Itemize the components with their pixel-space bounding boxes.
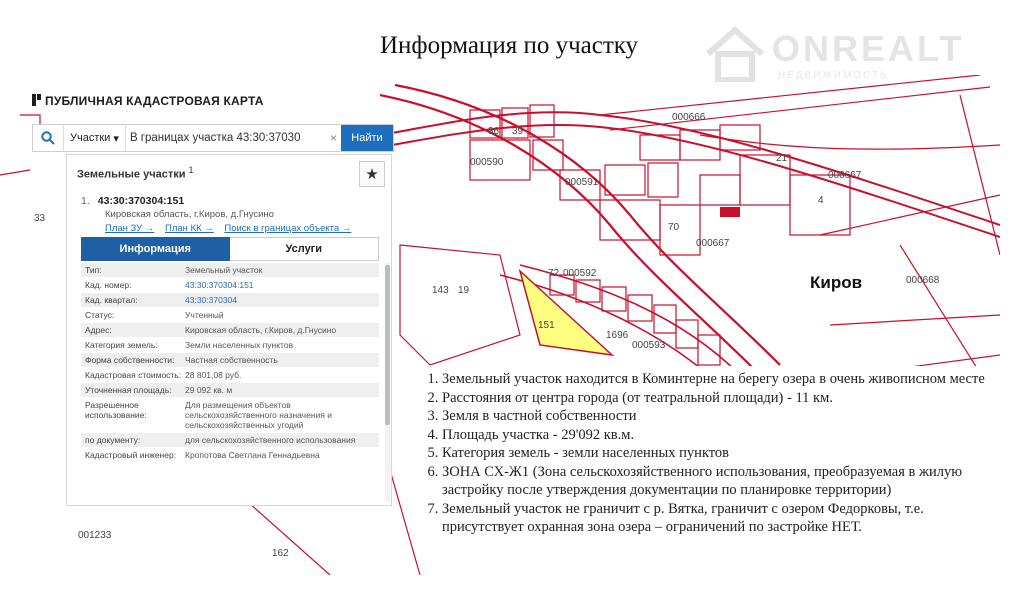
city-label: Киров (810, 273, 863, 292)
map-label: 36 (488, 126, 500, 137)
field-key: Категория земель: (85, 340, 158, 350)
field-value: Кировская область, г.Киров, д.Гнусино (185, 325, 337, 335)
map-label: 72 (548, 268, 560, 279)
table-row (81, 448, 379, 463)
map-label: 000592 (563, 268, 597, 279)
house-logo-icon (704, 26, 766, 82)
facts-list (416, 366, 1006, 537)
map-label: 000667 (696, 238, 730, 249)
field-key: Кад. номер: (85, 280, 132, 290)
field-key: Разрешенное использование: (85, 400, 147, 420)
search-bar (32, 124, 394, 152)
field-key: Кад. квартал: (85, 295, 138, 305)
field-key: Адрес: (85, 325, 112, 335)
map-label: 33 (34, 213, 46, 224)
table-row (81, 263, 379, 278)
field-value: Для размещения объектов сельскохозяйственного назначения и сельскохозяйственных угодий (185, 400, 332, 430)
field-value-link[interactable]: 43:30:370304:151 (185, 280, 254, 290)
search-in-bounds-link[interactable]: Поиск в границах объекта → (224, 223, 352, 234)
list-item: 1. Земельный участок находится в Коминтерне на берегу озера в очень живописном месте (442, 370, 1006, 389)
map-label: 143 (432, 285, 449, 296)
map-label: 70 (668, 222, 680, 233)
field-key: Статус: (85, 310, 115, 320)
table-row (81, 323, 379, 338)
star-icon: ★ (365, 166, 379, 183)
tab-information[interactable]: Информация (81, 237, 230, 261)
panel-tabs (81, 237, 379, 261)
result-address: Кировская область, г.Киров, д.Гнусино (105, 209, 274, 220)
panel-header-label: Земельные участки (77, 168, 186, 181)
field-value: Земельный участок (185, 265, 263, 275)
map-label: 21 (776, 153, 788, 164)
map-label: 162 (272, 548, 289, 559)
list-item: 4. Площадь участка - 29'092 кв.м. (442, 426, 1006, 445)
slide-title: Информация по участку (379, 32, 639, 59)
table-row (81, 383, 379, 398)
field-value: Кропотова Светлана Геннадьевна (185, 450, 320, 460)
pkk-logo (32, 94, 264, 108)
search-category-label: Участки (70, 132, 111, 144)
field-value: Учтенный (185, 310, 224, 320)
pkk-logo-icon (32, 94, 41, 106)
map-label: 001233 (78, 530, 112, 541)
favorite-star-button[interactable] (359, 161, 385, 187)
field-key: Кадастровый инженер: (85, 450, 177, 460)
scrollbar-thumb[interactable] (385, 265, 390, 425)
table-row (81, 398, 379, 433)
field-key: Форма собственности: (85, 355, 175, 365)
map-label: 000591 (565, 177, 599, 188)
field-value: для сельскохозяйственного использования (185, 435, 356, 445)
field-value: 28 801,08 руб. (185, 370, 242, 380)
field-key: по документу: (85, 435, 141, 445)
field-key: Кадастровая стоимость: (85, 370, 182, 380)
table-row (81, 278, 379, 293)
clear-search-button[interactable]: × (329, 131, 337, 145)
map-label: 000666 (672, 112, 706, 123)
tab-services[interactable]: Услуги (230, 237, 380, 261)
field-value: 29 092 кв. м (185, 385, 233, 395)
table-row (81, 433, 379, 448)
pkk-logo-text: ПУБЛИЧНАЯ КАДАСТРОВАЯ КАРТА (45, 94, 264, 108)
map-label: 000593 (632, 340, 666, 351)
list-item: 3. Земля в частной собственности (442, 407, 1006, 426)
info-table (81, 263, 379, 463)
search-category-dropdown[interactable] (64, 125, 126, 151)
parcel-label: 151 (538, 320, 555, 331)
result-count: 1 (188, 165, 194, 175)
plan-kk-link[interactable]: План КК → (165, 223, 214, 234)
list-item: 2. Расстояния от центра города (от театральной площади) - 11 км. (442, 389, 1006, 408)
find-button[interactable]: Найти (341, 125, 393, 151)
map-label: 000590 (470, 157, 504, 168)
field-value: Частная собственность (185, 355, 278, 365)
table-row (81, 308, 379, 323)
panel-header (77, 165, 194, 181)
result-index: 1. (81, 195, 90, 207)
search-icon[interactable] (33, 125, 64, 151)
table-row (81, 338, 379, 353)
results-panel (66, 154, 392, 506)
table-row (81, 368, 379, 383)
map-label: 000668 (906, 275, 940, 286)
table-row (81, 353, 379, 368)
map-label: 19 (458, 285, 470, 296)
map-label: 1696 (606, 330, 629, 341)
field-value-link[interactable]: 43:30:370304 (185, 295, 237, 305)
map-label: 000667 (828, 170, 862, 181)
list-item: 5. Категория земель - земли населенных пунктов (442, 444, 1006, 463)
plan-zu-link[interactable]: План ЗУ → (105, 223, 155, 234)
field-value: Земли населенных пунктов (185, 340, 294, 350)
search-input[interactable]: В границах участка 43:30:37030 (129, 132, 301, 144)
field-key: Тип: (85, 265, 102, 275)
result-item[interactable] (81, 195, 381, 234)
list-item: 7. Земельный участок не граничит с р. Вятка, граничит с озером Федорковы, т.е. присутствует охранная зона озера – ограничений по застройке НЕТ. (442, 500, 1006, 537)
map-label: 4 (818, 195, 824, 206)
field-key: Уточненная площадь: (85, 385, 172, 395)
brand-name: ONREALT (772, 28, 965, 69)
brand-tagline: НЕДВИЖИМОСТЬ (778, 70, 889, 81)
result-cadastral-number[interactable]: 43:30:370304:151 (97, 195, 185, 207)
chevron-down-icon: ▾ (113, 132, 119, 145)
map-label: 39 (512, 126, 524, 137)
list-item: 6. ЗОНА СХ-Ж1 (Зона сельскохозяйственного использования, преобразуемая в жилую застройку после утверждения документации по планировке территории) (442, 463, 1006, 500)
table-row (81, 293, 379, 308)
